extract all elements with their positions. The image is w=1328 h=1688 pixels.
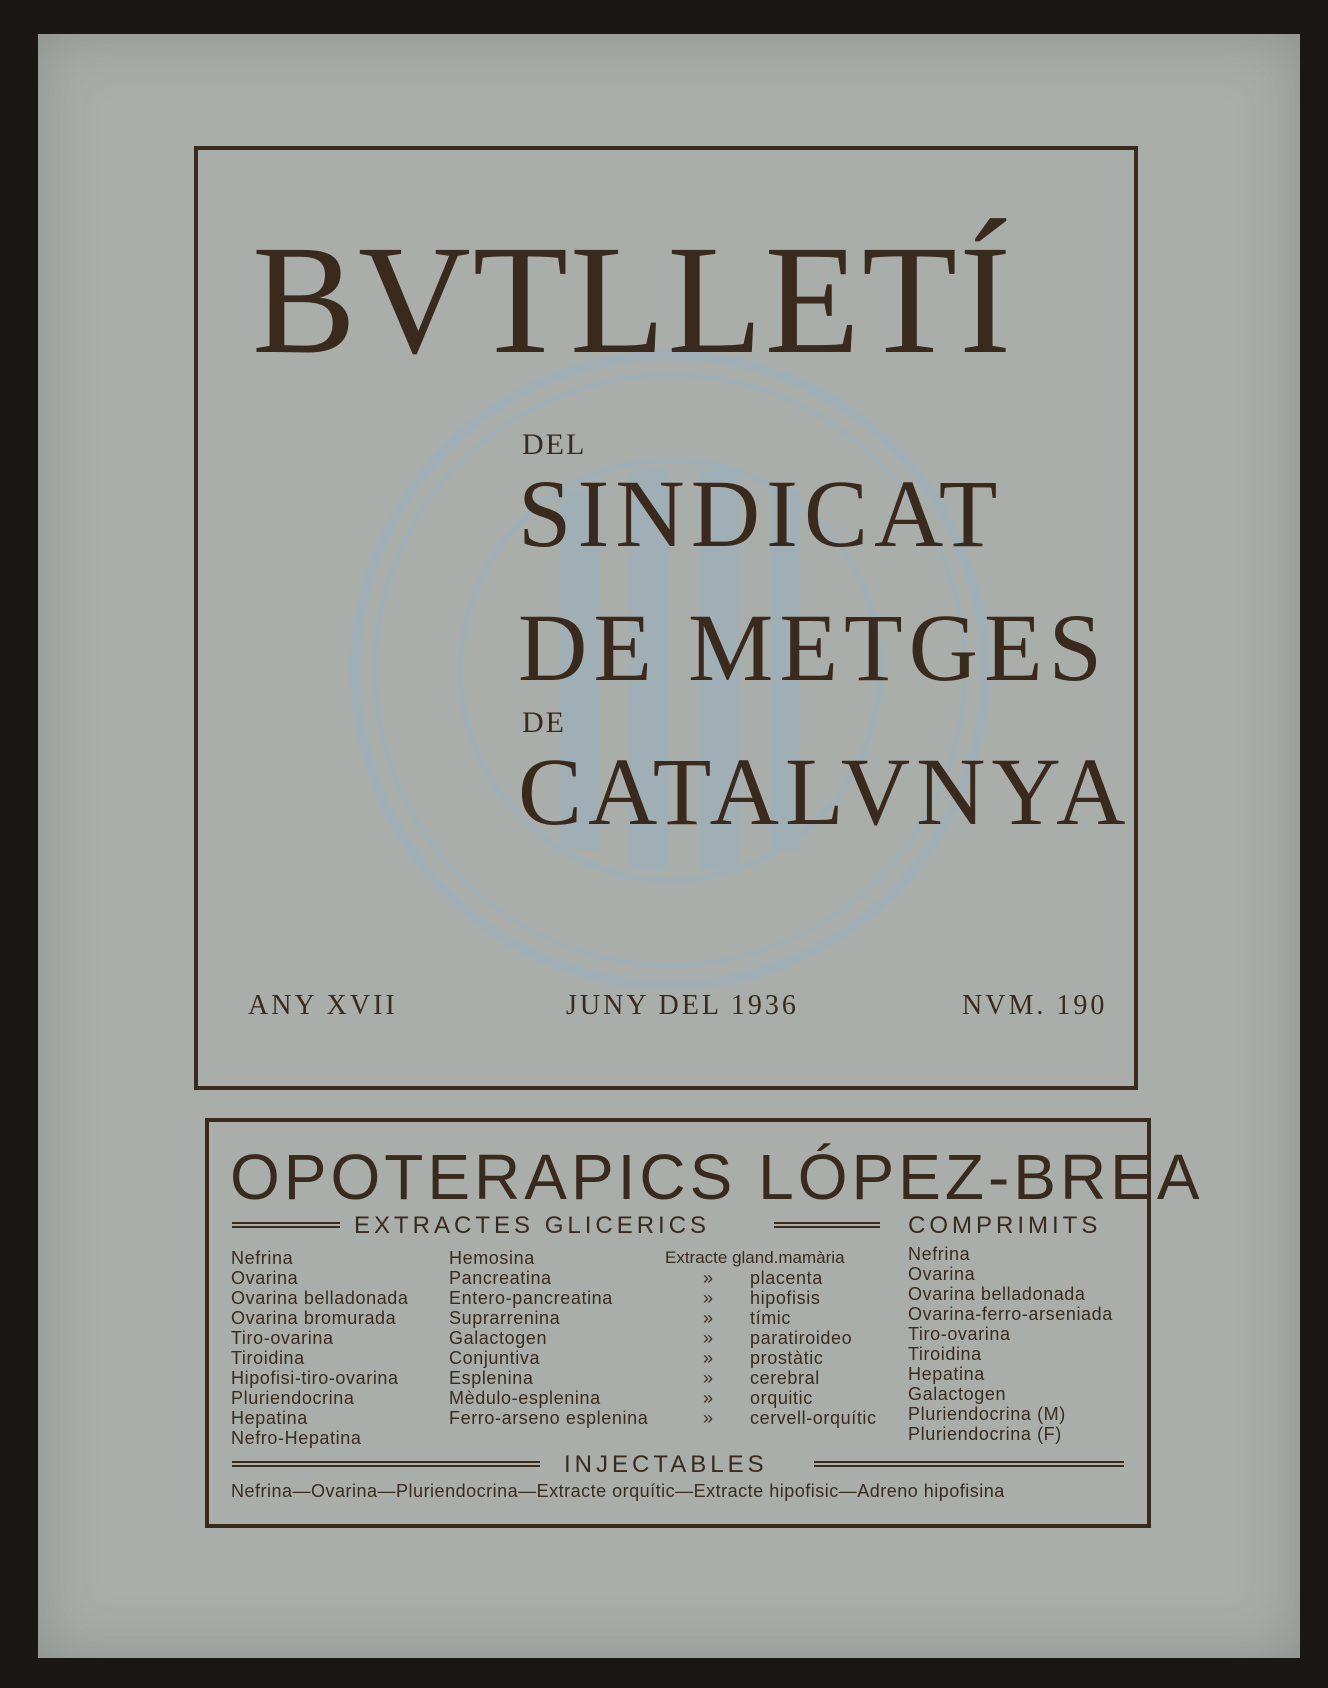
list-item: Hepatina (231, 1408, 308, 1428)
issue-number: NVM. 190 (962, 990, 1108, 1021)
rule-mid (774, 1222, 880, 1228)
de-metges-word: DE METGES (518, 594, 1108, 701)
list-item: cerebral (750, 1368, 820, 1388)
list-item: Ovarina belladonada (231, 1288, 409, 1308)
list-item: hipofisis (750, 1288, 821, 1308)
list-item: Tiro-ovarina (908, 1324, 1011, 1344)
list-item: Ovarina-ferro-arseniada (908, 1304, 1113, 1324)
comprimits-heading: COMPRIMITS (908, 1212, 1102, 1239)
list-item: Tiroidina (908, 1344, 982, 1364)
column-3-heading: Extracte gland.mamària (665, 1248, 845, 1267)
column-3 (750, 1268, 877, 1428)
list-item: Suprarrenina (449, 1308, 561, 1328)
list-item: Nefro-Hepatina (231, 1428, 362, 1448)
list-item: Esplenina (449, 1368, 534, 1388)
extractes-heading: EXTRACTES GLICERICS (354, 1212, 711, 1239)
list-item: Tiro-ovarina (231, 1328, 334, 1348)
journal-title: BVTLLETÍ (252, 213, 1014, 386)
list-item: paratiroideo (750, 1328, 853, 1348)
ditto-mark: » (703, 1348, 714, 1368)
injectables-heading: INJECTABLES (564, 1451, 768, 1478)
list-item: Hepatina (908, 1364, 985, 1384)
list-item: Pluriendocrina (F) (908, 1424, 1062, 1444)
list-item: Galactogen (449, 1328, 548, 1348)
column-4 (908, 1244, 1113, 1444)
rule-inj-right (814, 1461, 1124, 1467)
list-item: Conjuntiva (449, 1348, 541, 1368)
ditto-mark: » (703, 1308, 714, 1328)
list-item: Pancreatina (449, 1268, 552, 1288)
ditto-mark: » (703, 1388, 714, 1408)
ditto-mark: » (703, 1268, 714, 1288)
list-item: Pluriendocrina (M) (908, 1404, 1066, 1424)
list-item: placenta (750, 1268, 823, 1288)
list-item: Nefrina (231, 1248, 294, 1268)
list-item: Entero-pancreatina (449, 1288, 613, 1308)
sindicat-word: SINDICAT (518, 460, 1004, 567)
rule-inj-left (232, 1461, 540, 1467)
list-item: tímic (750, 1308, 791, 1328)
injectables-list: Nefrina—Ovarina—Pluriendocrina—Extracte orquític—Extracte hipofisic—Adreno hipofisina (231, 1481, 1005, 1501)
list-item: Galactogen (908, 1384, 1007, 1404)
del-word: DEL (522, 428, 587, 461)
list-item: Ovarina (231, 1268, 299, 1288)
list-item: orquitic (750, 1388, 813, 1408)
de-word: DE (522, 706, 566, 739)
catalunya-word: CATALVNYA (518, 738, 1132, 845)
list-item: Nefrina (908, 1244, 971, 1264)
list-item: cervell-orquític (750, 1408, 877, 1428)
list-item: Ovarina (908, 1264, 976, 1284)
issue-year: ANY XVII (248, 990, 398, 1021)
ditto-mark: » (703, 1288, 714, 1308)
list-item: Mèdulo-esplenina (449, 1388, 601, 1408)
advert-title: OPOTERAPICS LÓPEZ-BREA (230, 1141, 1204, 1213)
column-1 (231, 1248, 409, 1448)
list-item: Ovarina bromurada (231, 1308, 397, 1328)
issue-date: JUNY DEL 1936 (566, 990, 799, 1021)
list-item: Hemosina (449, 1248, 535, 1268)
column-2 (449, 1248, 648, 1428)
rule-left (232, 1222, 340, 1228)
ditto-mark: » (703, 1328, 714, 1348)
list-item: Ovarina belladonada (908, 1284, 1086, 1304)
list-item: Ferro-arseno esplenina (449, 1408, 649, 1428)
list-item: Hipofisi-tiro-ovarina (231, 1368, 399, 1388)
ditto-mark: » (703, 1408, 714, 1428)
list-item: Tiroidina (231, 1348, 305, 1368)
list-item: Pluriendocrina (231, 1388, 355, 1408)
list-item: prostàtic (750, 1348, 824, 1368)
ditto-mark: » (703, 1368, 714, 1388)
column-3-marks (703, 1268, 714, 1428)
